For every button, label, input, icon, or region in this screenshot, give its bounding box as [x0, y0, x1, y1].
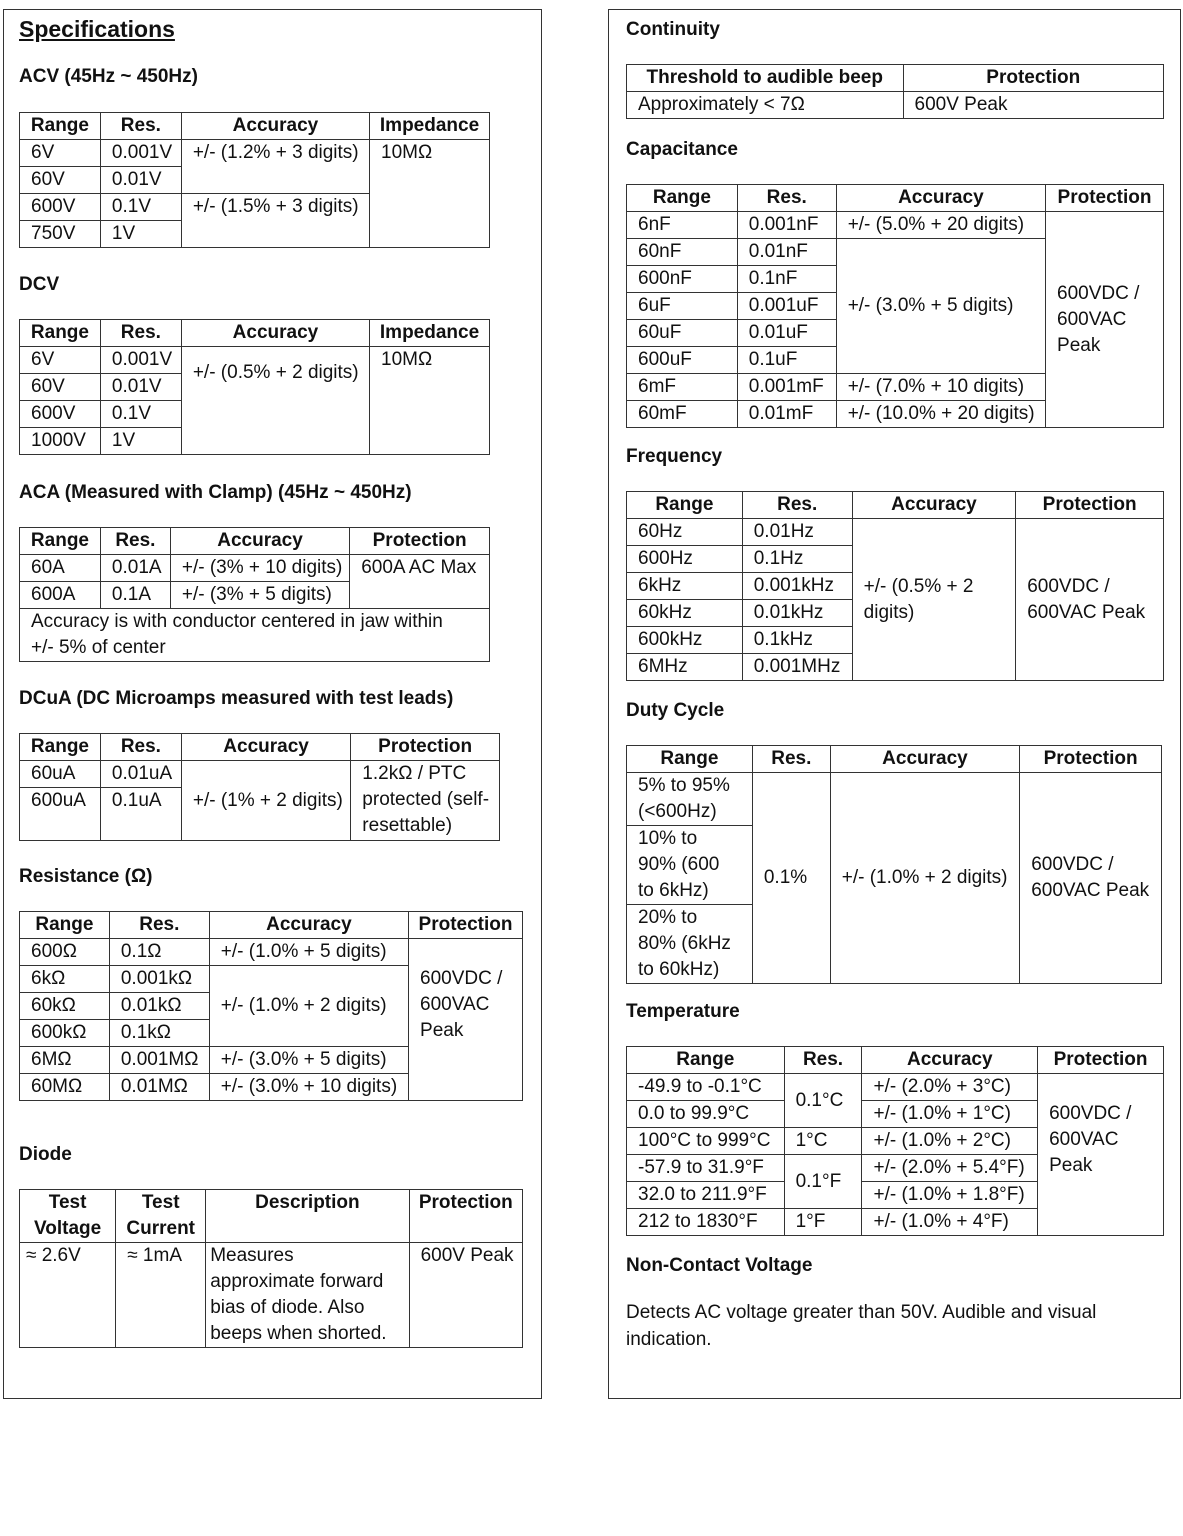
ncv-heading: Non-Contact Voltage — [626, 1255, 813, 1276]
range-cell: 6MΩ — [20, 1047, 110, 1074]
table-header-row — [20, 113, 490, 140]
column-header: Protection — [1016, 492, 1164, 519]
acv-heading: ACV (45Hz ~ 450Hz) — [19, 66, 198, 87]
res-cell: 0.1Ω — [109, 939, 209, 966]
table-header-row — [627, 746, 1162, 773]
protection-cell: 600VDC / 600VAC Peak — [1016, 519, 1164, 681]
column-header: Threshold to audible beep — [627, 65, 904, 92]
res-cell: 0.1Hz — [742, 546, 852, 573]
table-row — [20, 609, 490, 662]
accuracy-cell: +/- (1.0% + 1.8°F) — [862, 1182, 1038, 1209]
dcua-heading: DCuA (DC Microamps measured with test leads) — [19, 688, 454, 709]
column-header: Impedance — [370, 113, 490, 140]
protection-cell: 600VDC / 600VAC Peak — [1038, 1074, 1164, 1236]
range-cell: 600V — [20, 401, 101, 428]
table-row — [627, 212, 1164, 239]
temperature-table — [626, 1046, 1164, 1236]
range-cell: 600nF — [627, 266, 738, 293]
range-cell: 60mF — [627, 401, 738, 428]
accuracy-cell: +/- (3.0% + 10 digits) — [209, 1074, 408, 1101]
res-cell: 0.01Hz — [742, 519, 852, 546]
accuracy-cell: +/- (1.0% + 2°C) — [862, 1128, 1038, 1155]
protection-cell: 600VDC / 600VAC Peak — [409, 939, 523, 1101]
res-cell: 0.01nF — [737, 239, 836, 266]
accuracy-cell: +/- (0.5% + 2 digits) — [181, 347, 369, 455]
column-header: Res. — [737, 185, 836, 212]
column-header: Protection — [903, 65, 1163, 92]
table-header-row — [20, 912, 523, 939]
table-header-row — [627, 65, 1164, 92]
accuracy-cell: +/- (3% + 5 digits) — [170, 582, 349, 609]
column-header: Res. — [742, 492, 852, 519]
res-cell: 1°C — [784, 1128, 862, 1155]
res-cell: 0.01uF — [737, 320, 836, 347]
range-cell: 6nF — [627, 212, 738, 239]
res-cell: 0.01V — [100, 374, 181, 401]
res-cell: 0.001V — [100, 140, 181, 167]
impedance-cell: 10MΩ — [370, 140, 490, 248]
range-cell: 600uF — [627, 347, 738, 374]
column-header: Impedance — [370, 320, 490, 347]
res-cell: 0.1°C — [784, 1074, 862, 1128]
column-header: Range — [20, 320, 101, 347]
range-cell: -49.9 to -0.1°C — [627, 1074, 785, 1101]
description-cell: Measures approximate forward bias of diode. Also beeps when shorted. — [206, 1243, 409, 1348]
res-cell: 0.001mF — [737, 374, 836, 401]
accuracy-cell: +/- (3.0% + 5 digits) — [209, 1047, 408, 1074]
column-header: Accuracy — [862, 1047, 1038, 1074]
range-cell: 32.0 to 211.9°F — [627, 1182, 785, 1209]
capacitance-heading: Capacitance — [626, 139, 738, 160]
range-cell: 600Hz — [627, 546, 743, 573]
frequency-table — [626, 491, 1164, 681]
res-cell: 0.001kHz — [742, 573, 852, 600]
column-header: Test Current — [116, 1190, 206, 1243]
protection-cell: 600V Peak — [409, 1243, 522, 1348]
voltage-cell: ≈ 2.6V — [20, 1243, 116, 1348]
res-cell: 0.01uA — [100, 761, 181, 788]
column-header: Protection — [409, 912, 523, 939]
column-header: Accuracy — [181, 113, 369, 140]
accuracy-cell: +/- (3% + 10 digits) — [170, 555, 349, 582]
res-cell: 0.01MΩ — [109, 1074, 209, 1101]
diode-heading: Diode — [19, 1144, 72, 1165]
range-cell: 6MHz — [627, 654, 743, 681]
protection-cell: 1.2kΩ / PTC protected (self-resettable) — [351, 761, 500, 841]
capacitance-table — [626, 184, 1164, 428]
range-cell: 100°C to 999°C — [627, 1128, 785, 1155]
protection-cell: 600VDC / 600VAC Peak — [1046, 212, 1164, 428]
table-header-row — [20, 734, 500, 761]
range-cell: 0.0 to 99.9°C — [627, 1101, 785, 1128]
res-cell: 0.001MΩ — [109, 1047, 209, 1074]
column-header: Res. — [784, 1047, 862, 1074]
range-cell: 6kHz — [627, 573, 743, 600]
range-cell: 60A — [20, 555, 101, 582]
accuracy-cell: +/- (1.0% + 4°F) — [862, 1209, 1038, 1236]
accuracy-cell: +/- (1.0% + 5 digits) — [209, 939, 408, 966]
res-cell: 0.01mF — [737, 401, 836, 428]
range-cell: 600Ω — [20, 939, 110, 966]
accuracy-cell: +/- (10.0% + 20 digits) — [836, 401, 1045, 428]
column-header: Res. — [100, 734, 181, 761]
range-cell: 6kΩ — [20, 966, 110, 993]
resistance-heading: Resistance (Ω) — [19, 866, 153, 887]
res-cell: 1V — [100, 221, 181, 248]
range-cell: -57.9 to 31.9°F — [627, 1155, 785, 1182]
current-cell: ≈ 1mA — [116, 1243, 206, 1348]
accuracy-cell: +/- (3.0% + 5 digits) — [836, 239, 1045, 374]
res-cell: 0.001uF — [737, 293, 836, 320]
res-cell: 0.1V — [100, 194, 181, 221]
table-row — [20, 347, 490, 374]
duty-heading: Duty Cycle — [626, 700, 725, 721]
res-cell: 0.1A — [100, 582, 170, 609]
range-cell: 600A — [20, 582, 101, 609]
dcua-table — [19, 733, 500, 841]
res-cell: 0.001MHz — [742, 654, 852, 681]
accuracy-cell: +/- (1.0% + 2 digits) — [830, 773, 1019, 984]
res-cell: 0.01A — [100, 555, 170, 582]
column-header: Protection — [1046, 185, 1164, 212]
range-cell: 60kHz — [627, 600, 743, 627]
accuracy-cell: +/- (1.5% + 3 digits) — [181, 194, 369, 248]
accuracy-cell: +/- (7.0% + 10 digits) — [836, 374, 1045, 401]
range-cell: 600uA — [20, 788, 101, 841]
temperature-heading: Temperature — [626, 1001, 740, 1022]
impedance-cell: 10MΩ — [370, 347, 490, 455]
dcv-table — [19, 319, 490, 455]
column-header: Range — [627, 746, 753, 773]
table-row — [20, 140, 490, 167]
range-cell: 6V — [20, 140, 101, 167]
column-header: Res. — [100, 528, 170, 555]
range-cell: 60V — [20, 374, 101, 401]
table-row — [20, 555, 490, 582]
range-cell: 6mF — [627, 374, 738, 401]
range-cell: 60nF — [627, 239, 738, 266]
acv-table — [19, 112, 490, 248]
res-cell: 0.001V — [100, 347, 181, 374]
aca-table — [19, 527, 490, 662]
accuracy-cell: +/- (1% + 2 digits) — [181, 761, 350, 841]
res-cell: 0.1nF — [737, 266, 836, 293]
range-cell: 60kΩ — [20, 993, 110, 1020]
diode-table — [19, 1189, 523, 1348]
res-cell: 0.1°F — [784, 1155, 862, 1209]
accuracy-cell: +/- (1.2% + 3 digits) — [181, 140, 369, 194]
protection-cell: 600V Peak — [903, 92, 1163, 119]
resistance-table — [19, 911, 523, 1101]
table-header-row — [20, 528, 490, 555]
column-header: Range — [20, 528, 101, 555]
range-cell: 750V — [20, 221, 101, 248]
range-cell: 10% to 90% (600 to 6kHz) — [627, 826, 753, 905]
column-header: Res. — [752, 746, 830, 773]
res-cell: 0.1uF — [737, 347, 836, 374]
column-header: Range — [20, 734, 101, 761]
range-cell: 1000V — [20, 428, 101, 455]
column-header: Protection — [350, 528, 490, 555]
column-header: Range — [20, 113, 101, 140]
column-header: Description — [206, 1190, 409, 1243]
aca-heading: ACA (Measured with Clamp) (45Hz ~ 450Hz) — [19, 482, 412, 503]
accuracy-cell: +/- (5.0% + 20 digits) — [836, 212, 1045, 239]
table-header-row — [627, 1047, 1164, 1074]
range-cell: 6V — [20, 347, 101, 374]
column-header: Accuracy — [170, 528, 349, 555]
range-cell: 600V — [20, 194, 101, 221]
protection-cell: 600VDC / 600VAC Peak — [1020, 773, 1162, 984]
range-cell: 20% to 80% (6kHz to 60kHz) — [627, 905, 753, 984]
table-header-row — [627, 492, 1164, 519]
res-cell: 0.1kHz — [742, 627, 852, 654]
frequency-heading: Frequency — [626, 446, 723, 467]
table-row — [20, 1243, 523, 1348]
column-header: Protection — [351, 734, 500, 761]
note-cell: Accuracy is with conductor centered in jaw within +/- 5% of center — [20, 609, 490, 662]
range-cell: 600kΩ — [20, 1020, 110, 1047]
table-header-row — [20, 320, 490, 347]
res-cell: 0.1uA — [100, 788, 181, 841]
table-header-row — [627, 185, 1164, 212]
range-cell: 60Hz — [627, 519, 743, 546]
res-cell: 0.1% — [752, 773, 830, 984]
table-row — [627, 773, 1162, 826]
column-header: Res. — [109, 912, 209, 939]
accuracy-cell: +/- (1.0% + 2 digits) — [209, 966, 408, 1047]
res-cell: 1V — [100, 428, 181, 455]
continuity-table — [626, 64, 1164, 119]
continuity-heading: Continuity — [626, 19, 720, 40]
column-header: Protection — [409, 1190, 522, 1243]
column-header: Accuracy — [181, 320, 369, 347]
range-cell: 60MΩ — [20, 1074, 110, 1101]
res-cell: 0.01V — [100, 167, 181, 194]
column-header: Range — [627, 492, 743, 519]
res-cell: 0.001kΩ — [109, 966, 209, 993]
res-cell: 0.01kHz — [742, 600, 852, 627]
protection-cell: 600A AC Max — [350, 555, 490, 609]
threshold-cell: Approximately < 7Ω — [627, 92, 904, 119]
range-cell: 60uA — [20, 761, 101, 788]
range-cell: 6uF — [627, 293, 738, 320]
range-cell: 600kHz — [627, 627, 743, 654]
range-cell: 212 to 1830°F — [627, 1209, 785, 1236]
accuracy-cell: +/- (2.0% + 3°C) — [862, 1074, 1038, 1101]
column-header: Range — [20, 912, 110, 939]
column-header: Accuracy — [852, 492, 1016, 519]
res-cell: 0.01kΩ — [109, 993, 209, 1020]
accuracy-cell: +/- (2.0% + 5.4°F) — [862, 1155, 1038, 1182]
column-header: Accuracy — [830, 746, 1019, 773]
column-header: Accuracy — [209, 912, 408, 939]
res-cell: 0.001nF — [737, 212, 836, 239]
table-header-row — [20, 1190, 523, 1243]
table-row — [627, 1074, 1164, 1101]
res-cell: 1°F — [784, 1209, 862, 1236]
column-header: Range — [627, 1047, 785, 1074]
column-header: Protection — [1038, 1047, 1164, 1074]
res-cell: 0.1V — [100, 401, 181, 428]
table-row — [20, 939, 523, 966]
column-header: Test Voltage — [20, 1190, 116, 1243]
column-header: Accuracy — [836, 185, 1045, 212]
column-header: Accuracy — [181, 734, 350, 761]
ncv-description: Detects AC voltage greater than 50V. Audible and visual indication. — [626, 1302, 1097, 1350]
dcv-heading: DCV — [19, 274, 60, 295]
column-header: Res. — [100, 113, 181, 140]
accuracy-cell: +/- (1.0% + 1°C) — [862, 1101, 1038, 1128]
duty-table — [626, 745, 1162, 984]
range-cell: 60V — [20, 167, 101, 194]
accuracy-cell: +/- (0.5% + 2 digits) — [852, 519, 1016, 681]
page-title: Specifications — [19, 16, 175, 42]
res-cell: 0.1kΩ — [109, 1020, 209, 1047]
column-header: Res. — [100, 320, 181, 347]
range-cell: 60uF — [627, 320, 738, 347]
column-header: Protection — [1020, 746, 1162, 773]
table-row — [627, 519, 1164, 546]
table-row — [20, 761, 500, 788]
table-row — [627, 92, 1164, 119]
column-header: Range — [627, 185, 738, 212]
range-cell: 5% to 95% (<600Hz) — [627, 773, 753, 826]
